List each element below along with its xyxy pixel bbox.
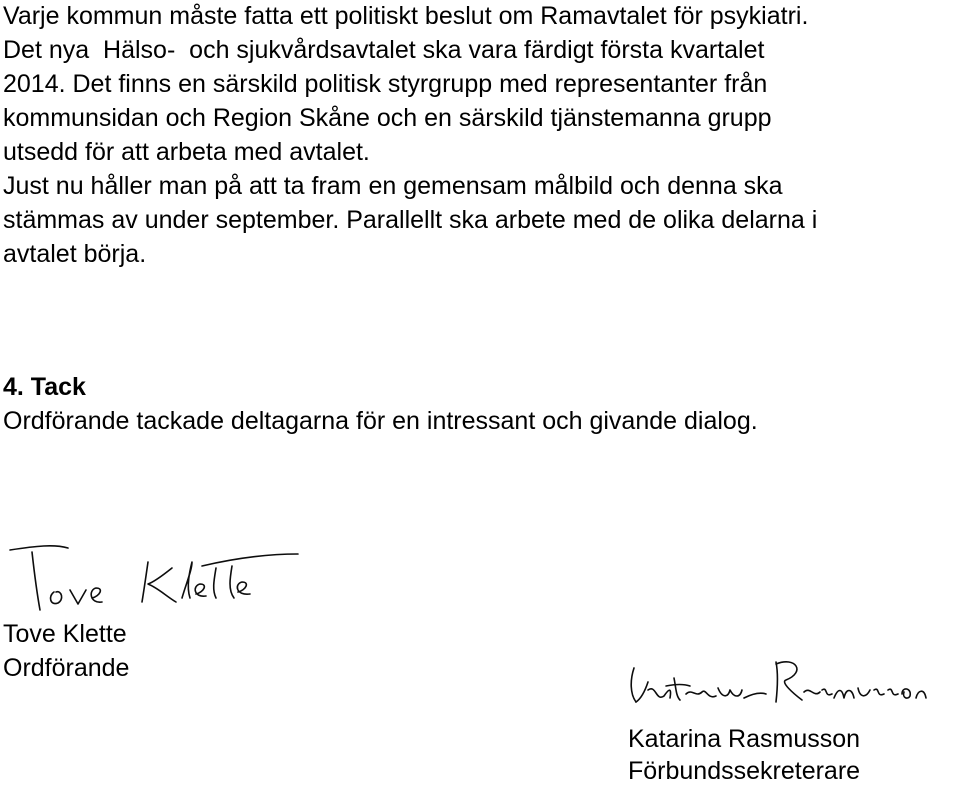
paragraph-line: Det nya Hälso- och sjukvårdsavtalet ska vara färdigt första kvartalet — [3, 36, 765, 64]
paragraph-line: kommunsidan och Region Skåne och en särskild tjänstemanna grupp — [3, 104, 772, 132]
secretary-title: Förbundssekreterare — [628, 757, 861, 785]
secretary-name: Katarina Rasmusson — [628, 725, 861, 753]
paragraph-line: avtalet börja. — [3, 240, 147, 268]
paragraph-line: Varje kommun måste fatta ett politiskt beslut om Ramavtalet för psykiatri. — [3, 2, 809, 30]
signature-secretary-handwritten — [626, 654, 936, 714]
section-heading: 4. Tack — [3, 373, 86, 401]
paragraph-line: Just nu håller man på att ta fram en gemensam målbild och denna ska — [3, 172, 783, 200]
paragraph-line: stämmas av under september. Parallellt ska arbete med de olika delarna i — [3, 206, 818, 234]
chair-title: Ordförande — [3, 654, 130, 682]
section-text: Ordförande tackade deltagarna för en intressant och givande dialog. — [3, 407, 758, 435]
paragraph-line: utsedd för att arbeta med avtalet. — [3, 138, 370, 166]
signature-chair-handwritten — [6, 540, 306, 615]
paragraph-line: 2014. Det finns en särskild politisk styrgrupp med representanter från — [3, 70, 768, 98]
chair-name: Tove Klette — [3, 620, 127, 648]
